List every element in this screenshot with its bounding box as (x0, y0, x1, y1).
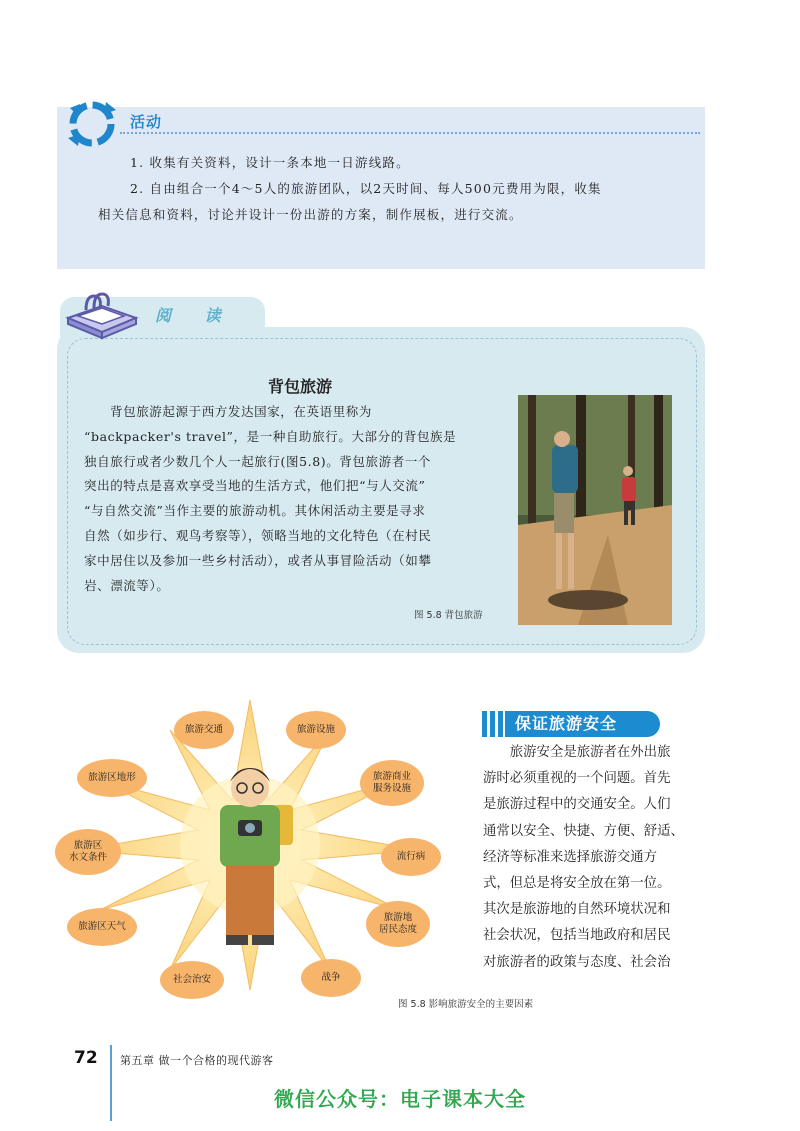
photo-caption: 图 5.8 背包旅游 (414, 610, 483, 621)
reading-title: 阅 读 (155, 306, 235, 325)
factor-label: 旅游商业 服务设施 (372, 771, 411, 794)
article-line: “backpacker's travel”，是一种自助旅行。大部分的背包族是 (84, 428, 457, 444)
section-line: 式，但总是将安全放在第一位。 (483, 876, 671, 892)
activity-cycle-icon (62, 96, 122, 156)
section-line: 游时必须重视的一个问题。首先 (483, 771, 671, 787)
section-line: 旅游安全是旅游者在外出旅 (483, 745, 671, 760)
page-number: 72 (74, 1048, 98, 1068)
activity-title: 活动 (130, 113, 163, 131)
section-line: 其次是旅游地的自然环境状况和 (483, 902, 671, 918)
factor-label: 旅游地 居民态度 (378, 912, 417, 935)
activity-item-1: 1. 收集有关资料，设计一条本地一日游线路。 (130, 155, 410, 170)
watermark: 微信公众号：电子课本大全 (274, 1087, 526, 1111)
diagram-caption: 图 5.8 影响旅游安全的主要因素 (398, 999, 534, 1010)
factor-label: 旅游区 水文条件 (68, 840, 107, 863)
article-line: 突出的特点是喜欢享受当地的生活方式，他们把“与人交流” (84, 478, 426, 494)
article-line: “与自然交流”当作主要的旅游动机。其休闲活动主要是寻求 (84, 503, 426, 519)
factor-label: 流行病 (396, 851, 426, 862)
article-line: 岩、漂流等）。 (84, 577, 170, 593)
section-heading: 保证旅游安全 (505, 711, 660, 737)
factor-label: 社会治安 (172, 974, 211, 985)
factor-label: 旅游区地形 (88, 772, 136, 783)
book-icon (62, 288, 142, 344)
backpackers-photo (518, 395, 672, 625)
section-line: 通常以安全、快捷、方便、舒适、 (483, 823, 684, 839)
factor-label: 旅游设施 (296, 724, 335, 735)
activity-item-2-cont: 相关信息和资料，讨论并设计一份出游的方案，制作展板，进行交流。 (98, 207, 523, 222)
article-line: 自然（如步行、观鸟考察等），领略当地的文化特色（在村民 (84, 527, 432, 543)
factor-label: 旅游交通 (184, 724, 223, 735)
safety-factors-diagram (40, 690, 460, 1000)
article-line: 独自旅行或者少数几个人一起旅行(图5.8)。背包旅游者一个 (84, 453, 432, 469)
factor-label: 战争 (321, 972, 341, 983)
activity-divider (120, 132, 700, 134)
chapter-title: 第五章 做一个合格的现代游客 (120, 1054, 274, 1067)
article-line: 家中居住以及参加一些乡村活动），或者从事冒险活动（如攀 (84, 552, 432, 568)
activity-item-2: 2. 自由组合一个4～5人的旅游团队，以2天时间、每人500元费用为限，收集 (130, 181, 602, 196)
article-title: 背包旅游 (267, 377, 332, 396)
section-line: 经济等标准来选择旅游交通方 (483, 849, 658, 865)
article-line: 背包旅游起源于西方发达国家，在英语里称为 (110, 404, 373, 419)
section-bars-icon (482, 711, 504, 741)
section-body (483, 740, 708, 976)
article-body (84, 400, 524, 598)
factor-label: 旅游区天气 (78, 921, 126, 932)
section-line: 社会状况，包括当地政府和居民 (483, 928, 671, 944)
section-line: 是旅游过程中的交通安全。人们 (483, 797, 671, 813)
section-line: 对旅游者的政策与态度、社会治 (483, 954, 671, 970)
